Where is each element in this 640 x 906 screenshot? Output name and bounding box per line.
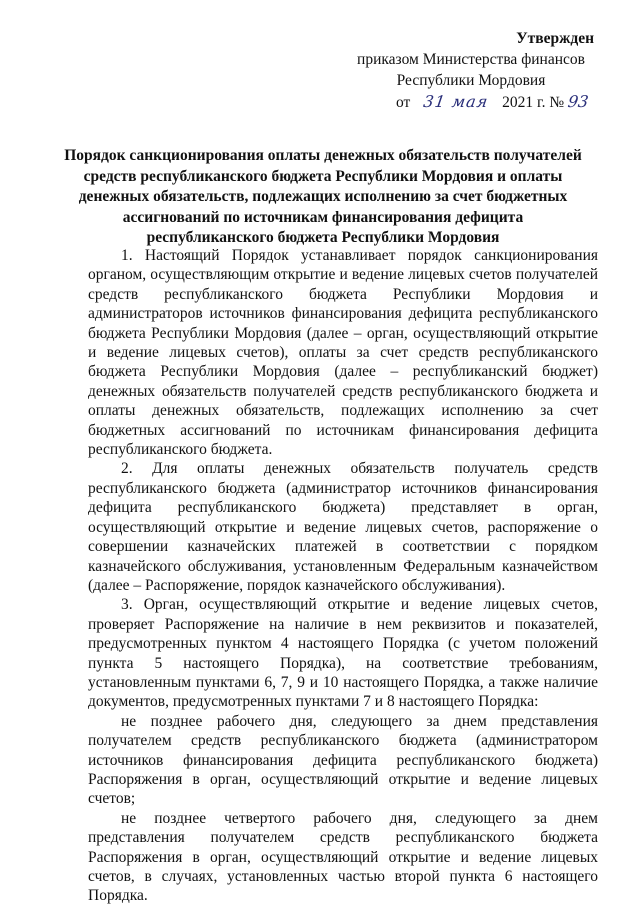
- paragraph-2: 2. Для оплаты денежных обязательств получатель средств республиканского бюджета (администратор источников финансирования дефицита республиканского бюджета) представляет в орган, осуществляющий открытие и ведение лицевых счетов, распоряжение о совершении казначейских платежей в соответствии с порядком казначейского обслуживания, установленным Федеральным казначейством (далее – Распоряжение, порядок казначейского обслуживания).: [88, 460, 598, 594]
- paragraph-3: 3. Орган, осуществляющий открытие и ведение лицевых счетов, проверяет Распоряжение на наличие в нем реквизитов и показателей, предусмотренных пунктом 4 настоящего Порядка (с учетом положений пункта 5 настоящего Порядка), на соответствие требованиям, установленным пунктами 6, 7, 9 и 10 настоящего Порядка, а также наличие документов, предусмотренных пунктами 7 и 8 настоящего Порядка:: [88, 596, 598, 711]
- handwritten-order-number: 93: [566, 92, 590, 111]
- document-body: [88, 246, 598, 906]
- date-prefix: от: [396, 94, 411, 111]
- approval-date-line: [340, 91, 602, 113]
- paragraph-3-item-1: не позднее рабочего дня, следующего за днем представления получателем средств республиканского бюджета (администратором источников финансирования дефицита республиканского бюджета) Распоряжения в орган, осуществляющий открытие и ведение лицевых счетов;: [88, 712, 598, 808]
- document-title: Порядок санкционирования оплаты денежных обязательств получателей средств республиканского бюджета Республики Мордовия и оплаты денежных обязательств, подлежащих исполнению за счет бюджетных ассигнований по источникам финансирования дефицита республиканского бюджета Республики Мордовия: [64, 147, 582, 246]
- approval-heading: Утвержден: [516, 30, 594, 47]
- approval-order-line: приказом Министерства финансов: [357, 51, 585, 68]
- date-year: 2021 г. №: [502, 94, 565, 111]
- handwritten-date: 31 мая: [422, 92, 490, 111]
- paragraph-1: 1. Настоящий Порядок устанавливает порядок санкционирования органом, осуществляющим открытие и ведение лицевых счетов получателей средств республиканского бюджета Республики Мордовия и администраторов источников финансирования дефицита республиканского бюджета Республики Мордовия (далее – орган, осуществляющий открытие и ведение лицевых счетов), оплаты за счет средств республиканского бюджета Республики Мордовия (далее – республиканский бюджет) денежных обязательств получателей средств республиканского бюджета и оплаты денежных обязательств, подлежащих исполнению за счет бюджетных ассигнований по источникам финансирования дефицита республиканского бюджета.: [88, 247, 598, 459]
- approval-republic-line: Республики Мордовия: [396, 72, 546, 89]
- paragraph-3-item-2: не позднее четвертого рабочего дня, следующего за днем представления получателем средств республиканского бюджета Распоряжения в орган, осуществляющий открытие и ведение лицевых счетов, в случаях, установленных частью второй пункта 6 настоящего Порядка.: [88, 809, 598, 905]
- approval-block: [340, 28, 602, 113]
